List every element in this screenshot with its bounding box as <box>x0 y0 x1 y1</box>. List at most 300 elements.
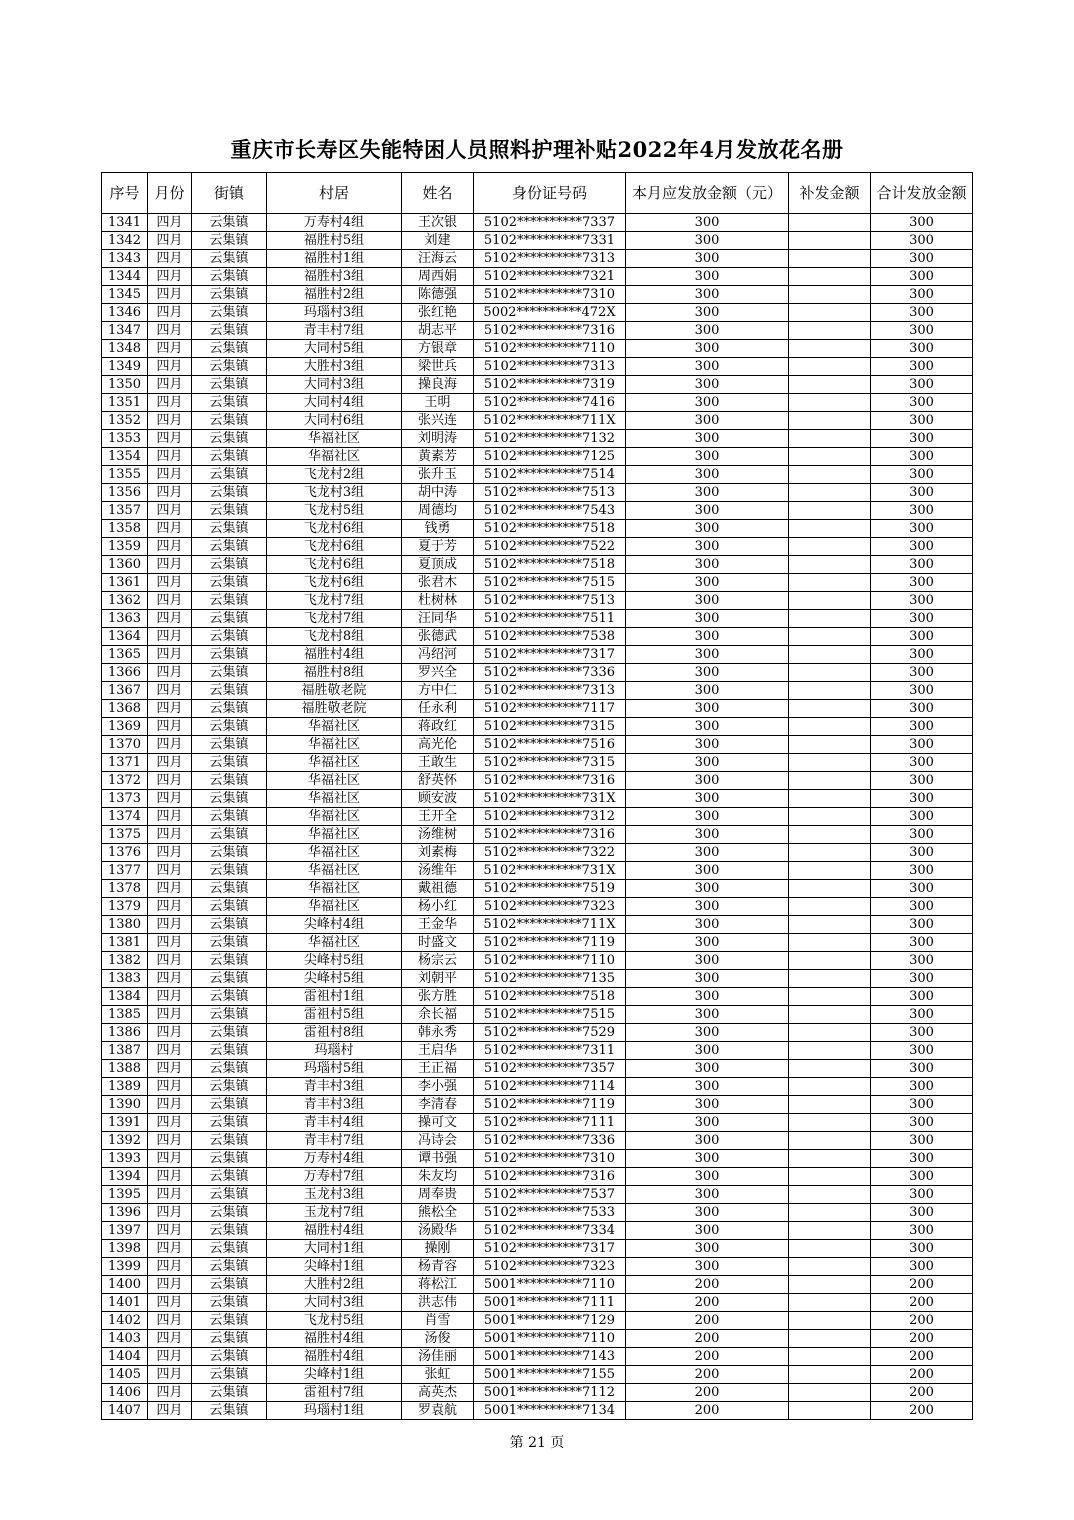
cell-seq: 1374 <box>102 808 148 826</box>
cell-name: 刘朝平 <box>402 970 474 988</box>
cell-month: 四月 <box>148 1132 192 1150</box>
cell-village: 福胜村2组 <box>267 286 402 304</box>
cell-back-pay <box>789 268 871 286</box>
cell-monthly-amount: 200 <box>626 1312 789 1330</box>
cell-total-amount: 300 <box>871 808 973 826</box>
cell-month: 四月 <box>148 1276 192 1294</box>
cell-town: 云集镇 <box>192 502 267 520</box>
cell-village: 大胜村2组 <box>267 1276 402 1294</box>
cell-monthly-amount: 300 <box>626 520 789 538</box>
cell-back-pay <box>789 718 871 736</box>
cell-town: 云集镇 <box>192 898 267 916</box>
cell-town: 云集镇 <box>192 358 267 376</box>
cell-town: 云集镇 <box>192 1240 267 1258</box>
cell-village: 飞龙村7组 <box>267 592 402 610</box>
cell-village: 玛瑙村5组 <box>267 1060 402 1078</box>
cell-back-pay <box>789 1168 871 1186</box>
cell-month: 四月 <box>148 1078 192 1096</box>
cell-month: 四月 <box>148 718 192 736</box>
cell-back-pay <box>789 412 871 430</box>
cell-id-number: 5002**********472X <box>474 304 626 322</box>
cell-seq: 1342 <box>102 232 148 250</box>
cell-id-number: 5102**********7331 <box>474 232 626 250</box>
cell-seq: 1365 <box>102 646 148 664</box>
table-row <box>102 862 973 880</box>
cell-town: 云集镇 <box>192 916 267 934</box>
cell-name: 王启华 <box>402 1042 474 1060</box>
cell-month: 四月 <box>148 736 192 754</box>
table-row <box>102 844 973 862</box>
cell-monthly-amount: 300 <box>626 1258 789 1276</box>
cell-village: 万寿村4组 <box>267 1150 402 1168</box>
cell-total-amount: 300 <box>871 646 973 664</box>
cell-monthly-amount: 300 <box>626 340 789 358</box>
cell-monthly-amount: 300 <box>626 1204 789 1222</box>
cell-total-amount: 200 <box>871 1276 973 1294</box>
cell-town: 云集镇 <box>192 1348 267 1366</box>
cell-total-amount: 300 <box>871 610 973 628</box>
cell-town: 云集镇 <box>192 826 267 844</box>
cell-seq: 1389 <box>102 1078 148 1096</box>
cell-village: 飞龙村6组 <box>267 556 402 574</box>
cell-id-number: 5102**********7119 <box>474 1096 626 1114</box>
cell-name: 杜树林 <box>402 592 474 610</box>
cell-month: 四月 <box>148 790 192 808</box>
cell-town: 云集镇 <box>192 268 267 286</box>
table-row <box>102 1096 973 1114</box>
cell-monthly-amount: 300 <box>626 412 789 430</box>
cell-town: 云集镇 <box>192 628 267 646</box>
cell-town: 云集镇 <box>192 988 267 1006</box>
cell-town: 云集镇 <box>192 1114 267 1132</box>
cell-town: 云集镇 <box>192 214 267 232</box>
cell-id-number: 5102**********7319 <box>474 376 626 394</box>
cell-monthly-amount: 300 <box>626 1168 789 1186</box>
cell-name: 张君木 <box>402 574 474 592</box>
cell-name: 蒋政红 <box>402 718 474 736</box>
cell-village: 大同村6组 <box>267 412 402 430</box>
cell-monthly-amount: 200 <box>626 1366 789 1384</box>
cell-id-number: 5102**********7322 <box>474 844 626 862</box>
cell-seq: 1407 <box>102 1402 148 1420</box>
cell-village: 华福社区 <box>267 862 402 880</box>
cell-seq: 1401 <box>102 1294 148 1312</box>
cell-id-number: 5102**********7537 <box>474 1186 626 1204</box>
cell-village: 福胜村3组 <box>267 268 402 286</box>
cell-town: 云集镇 <box>192 556 267 574</box>
cell-name: 王正福 <box>402 1060 474 1078</box>
cell-total-amount: 300 <box>871 862 973 880</box>
cell-town: 云集镇 <box>192 736 267 754</box>
cell-village: 大胜村3组 <box>267 358 402 376</box>
cell-id-number: 5102**********711X <box>474 916 626 934</box>
cell-monthly-amount: 200 <box>626 1330 789 1348</box>
cell-monthly-amount: 300 <box>626 250 789 268</box>
cell-back-pay <box>789 1402 871 1420</box>
cell-id-number: 5102**********7316 <box>474 826 626 844</box>
cell-month: 四月 <box>148 1186 192 1204</box>
cell-id-number: 5102**********7315 <box>474 754 626 772</box>
cell-village: 玛瑙村 <box>267 1042 402 1060</box>
cell-town: 云集镇 <box>192 700 267 718</box>
cell-month: 四月 <box>148 934 192 952</box>
cell-back-pay <box>789 1150 871 1168</box>
cell-name: 方银章 <box>402 340 474 358</box>
cell-village: 福胜村4组 <box>267 646 402 664</box>
cell-town: 云集镇 <box>192 232 267 250</box>
cell-village: 尖峰村1组 <box>267 1258 402 1276</box>
cell-monthly-amount: 300 <box>626 718 789 736</box>
cell-monthly-amount: 300 <box>626 646 789 664</box>
cell-town: 云集镇 <box>192 1294 267 1312</box>
cell-id-number: 5102**********711X <box>474 412 626 430</box>
cell-month: 四月 <box>148 862 192 880</box>
cell-back-pay <box>789 304 871 322</box>
cell-town: 云集镇 <box>192 1132 267 1150</box>
cell-id-number: 5102**********7132 <box>474 430 626 448</box>
cell-month: 四月 <box>148 502 192 520</box>
cell-total-amount: 300 <box>871 358 973 376</box>
cell-id-number: 5102**********7313 <box>474 682 626 700</box>
cell-back-pay <box>789 880 871 898</box>
cell-month: 四月 <box>148 772 192 790</box>
header-monthly-amount: 本月应发放金额（元） <box>626 173 789 214</box>
cell-id-number: 5102**********7533 <box>474 1204 626 1222</box>
cell-id-number: 5102**********7125 <box>474 448 626 466</box>
cell-seq: 1357 <box>102 502 148 520</box>
cell-total-amount: 300 <box>871 448 973 466</box>
cell-town: 云集镇 <box>192 754 267 772</box>
cell-id-number: 5102**********7119 <box>474 934 626 952</box>
cell-id-number: 5102**********7321 <box>474 268 626 286</box>
cell-month: 四月 <box>148 484 192 502</box>
cell-town: 云集镇 <box>192 394 267 412</box>
cell-month: 四月 <box>148 358 192 376</box>
cell-back-pay <box>789 466 871 484</box>
cell-total-amount: 300 <box>871 772 973 790</box>
cell-village: 大同村4组 <box>267 394 402 412</box>
cell-village: 大同村1组 <box>267 1240 402 1258</box>
cell-total-amount: 300 <box>871 592 973 610</box>
cell-month: 四月 <box>148 916 192 934</box>
cell-name: 张方胜 <box>402 988 474 1006</box>
cell-name: 陈德强 <box>402 286 474 304</box>
cell-back-pay <box>789 1006 871 1024</box>
cell-village: 华福社区 <box>267 754 402 772</box>
cell-name: 方中仁 <box>402 682 474 700</box>
cell-town: 云集镇 <box>192 1042 267 1060</box>
cell-seq: 1371 <box>102 754 148 772</box>
cell-seq: 1359 <box>102 538 148 556</box>
table-row <box>102 736 973 754</box>
cell-id-number: 5102**********7317 <box>474 646 626 664</box>
table-row <box>102 772 973 790</box>
cell-name: 顾安波 <box>402 790 474 808</box>
header-back-pay: 补发金额 <box>789 173 871 214</box>
cell-town: 云集镇 <box>192 1312 267 1330</box>
cell-seq: 1352 <box>102 412 148 430</box>
cell-back-pay <box>789 646 871 664</box>
cell-monthly-amount: 300 <box>626 628 789 646</box>
cell-seq: 1369 <box>102 718 148 736</box>
cell-village: 福胜敬老院 <box>267 700 402 718</box>
table-row <box>102 1258 973 1276</box>
table-row <box>102 232 973 250</box>
cell-name: 王金华 <box>402 916 474 934</box>
table-row <box>102 250 973 268</box>
cell-month: 四月 <box>148 682 192 700</box>
table-row <box>102 1132 973 1150</box>
cell-monthly-amount: 200 <box>626 1402 789 1420</box>
cell-town: 云集镇 <box>192 934 267 952</box>
cell-month: 四月 <box>148 250 192 268</box>
cell-month: 四月 <box>148 880 192 898</box>
cell-total-amount: 200 <box>871 1402 973 1420</box>
cell-id-number: 5001**********7112 <box>474 1384 626 1402</box>
cell-town: 云集镇 <box>192 574 267 592</box>
cell-total-amount: 200 <box>871 1330 973 1348</box>
cell-name: 周德均 <box>402 502 474 520</box>
cell-back-pay <box>789 988 871 1006</box>
cell-village: 福胜村5组 <box>267 232 402 250</box>
cell-total-amount: 300 <box>871 1006 973 1024</box>
table-row <box>102 358 973 376</box>
cell-town: 云集镇 <box>192 466 267 484</box>
cell-seq: 1366 <box>102 664 148 682</box>
cell-id-number: 5102**********7313 <box>474 358 626 376</box>
cell-seq: 1368 <box>102 700 148 718</box>
cell-monthly-amount: 200 <box>626 1294 789 1312</box>
cell-total-amount: 300 <box>871 466 973 484</box>
cell-monthly-amount: 300 <box>626 700 789 718</box>
cell-seq: 1358 <box>102 520 148 538</box>
cell-name: 杨宗云 <box>402 952 474 970</box>
cell-total-amount: 300 <box>871 1222 973 1240</box>
cell-seq: 1360 <box>102 556 148 574</box>
table-row <box>102 1402 973 1420</box>
cell-name: 蒋松江 <box>402 1276 474 1294</box>
cell-name: 王次银 <box>402 214 474 232</box>
cell-total-amount: 300 <box>871 574 973 592</box>
cell-month: 四月 <box>148 1258 192 1276</box>
cell-month: 四月 <box>148 592 192 610</box>
table-row <box>102 1078 973 1096</box>
cell-total-amount: 300 <box>871 1060 973 1078</box>
table-row <box>102 646 973 664</box>
cell-seq: 1393 <box>102 1150 148 1168</box>
cell-month: 四月 <box>148 520 192 538</box>
cell-village: 飞龙村5组 <box>267 502 402 520</box>
cell-seq: 1384 <box>102 988 148 1006</box>
cell-id-number: 5102**********7529 <box>474 1024 626 1042</box>
cell-monthly-amount: 300 <box>626 1240 789 1258</box>
cell-id-number: 5001**********7110 <box>474 1330 626 1348</box>
cell-total-amount: 300 <box>871 952 973 970</box>
cell-seq: 1346 <box>102 304 148 322</box>
cell-id-number: 5102**********7515 <box>474 1006 626 1024</box>
cell-id-number: 5001**********7129 <box>474 1312 626 1330</box>
cell-name: 刘建 <box>402 232 474 250</box>
cell-id-number: 5102**********7336 <box>474 1132 626 1150</box>
cell-total-amount: 300 <box>871 628 973 646</box>
cell-seq: 1400 <box>102 1276 148 1294</box>
table-row <box>102 934 973 952</box>
cell-total-amount: 300 <box>871 898 973 916</box>
cell-back-pay <box>789 790 871 808</box>
table-row <box>102 898 973 916</box>
cell-village: 雷祖村1组 <box>267 988 402 1006</box>
cell-seq: 1356 <box>102 484 148 502</box>
cell-back-pay <box>789 1294 871 1312</box>
cell-town: 云集镇 <box>192 1276 267 1294</box>
cell-total-amount: 300 <box>871 826 973 844</box>
cell-total-amount: 300 <box>871 250 973 268</box>
cell-town: 云集镇 <box>192 970 267 988</box>
cell-back-pay <box>789 862 871 880</box>
cell-id-number: 5102**********7316 <box>474 1168 626 1186</box>
cell-town: 云集镇 <box>192 322 267 340</box>
cell-month: 四月 <box>148 700 192 718</box>
cell-monthly-amount: 300 <box>626 484 789 502</box>
table-row <box>102 1042 973 1060</box>
cell-seq: 1353 <box>102 430 148 448</box>
cell-name: 钱勇 <box>402 520 474 538</box>
cell-total-amount: 300 <box>871 286 973 304</box>
cell-back-pay <box>789 1042 871 1060</box>
cell-month: 四月 <box>148 304 192 322</box>
cell-town: 云集镇 <box>192 790 267 808</box>
cell-monthly-amount: 300 <box>626 988 789 1006</box>
cell-name: 胡中涛 <box>402 484 474 502</box>
cell-village: 青丰村3组 <box>267 1078 402 1096</box>
table-row <box>102 304 973 322</box>
cell-name: 汪海云 <box>402 250 474 268</box>
table-row <box>102 376 973 394</box>
cell-id-number: 5102**********7336 <box>474 664 626 682</box>
cell-town: 云集镇 <box>192 1150 267 1168</box>
cell-month: 四月 <box>148 286 192 304</box>
cell-name: 操刚 <box>402 1240 474 1258</box>
table-row <box>102 1276 973 1294</box>
cell-town: 云集镇 <box>192 1078 267 1096</box>
cell-back-pay <box>789 448 871 466</box>
cell-back-pay <box>789 538 871 556</box>
cell-month: 四月 <box>148 646 192 664</box>
cell-name: 高光伦 <box>402 736 474 754</box>
cell-name: 刘明涛 <box>402 430 474 448</box>
cell-total-amount: 300 <box>871 970 973 988</box>
cell-month: 四月 <box>148 268 192 286</box>
cell-seq: 1348 <box>102 340 148 358</box>
cell-month: 四月 <box>148 1240 192 1258</box>
cell-village: 华福社区 <box>267 718 402 736</box>
cell-monthly-amount: 300 <box>626 574 789 592</box>
cell-id-number: 5102**********7117 <box>474 700 626 718</box>
cell-village: 大同村3组 <box>267 1294 402 1312</box>
cell-name: 杨青容 <box>402 1258 474 1276</box>
cell-id-number: 5102**********7114 <box>474 1078 626 1096</box>
cell-town: 云集镇 <box>192 844 267 862</box>
cell-id-number: 5102**********7337 <box>474 214 626 232</box>
cell-seq: 1367 <box>102 682 148 700</box>
table-row <box>102 412 973 430</box>
cell-month: 四月 <box>148 988 192 1006</box>
cell-town: 云集镇 <box>192 1060 267 1078</box>
cell-name: 王开全 <box>402 808 474 826</box>
table-row <box>102 754 973 772</box>
cell-back-pay <box>789 592 871 610</box>
cell-town: 云集镇 <box>192 304 267 322</box>
cell-town: 云集镇 <box>192 1258 267 1276</box>
cell-month: 四月 <box>148 844 192 862</box>
table-row <box>102 718 973 736</box>
cell-village: 飞龙村6组 <box>267 538 402 556</box>
cell-back-pay <box>789 1240 871 1258</box>
cell-town: 云集镇 <box>192 1384 267 1402</box>
cell-month: 四月 <box>148 1114 192 1132</box>
cell-town: 云集镇 <box>192 484 267 502</box>
table-row <box>102 1222 973 1240</box>
cell-id-number: 5001**********7143 <box>474 1348 626 1366</box>
cell-month: 四月 <box>148 808 192 826</box>
roster-table <box>101 172 973 1420</box>
cell-back-pay <box>789 772 871 790</box>
cell-total-amount: 300 <box>871 664 973 682</box>
cell-seq: 1349 <box>102 358 148 376</box>
cell-town: 云集镇 <box>192 646 267 664</box>
cell-name: 李清春 <box>402 1096 474 1114</box>
cell-town: 云集镇 <box>192 1096 267 1114</box>
cell-seq: 1362 <box>102 592 148 610</box>
cell-village: 华福社区 <box>267 898 402 916</box>
cell-monthly-amount: 300 <box>626 736 789 754</box>
cell-village: 雷祖村8组 <box>267 1024 402 1042</box>
cell-village: 尖峰村5组 <box>267 970 402 988</box>
table-row <box>102 1204 973 1222</box>
cell-id-number: 5102**********7111 <box>474 1114 626 1132</box>
cell-monthly-amount: 300 <box>626 916 789 934</box>
cell-village: 万寿村4组 <box>267 214 402 232</box>
cell-seq: 1361 <box>102 574 148 592</box>
cell-back-pay <box>789 808 871 826</box>
cell-total-amount: 300 <box>871 1132 973 1150</box>
cell-total-amount: 300 <box>871 268 973 286</box>
cell-name: 冯诗会 <box>402 1132 474 1150</box>
cell-month: 四月 <box>148 322 192 340</box>
cell-monthly-amount: 200 <box>626 1276 789 1294</box>
cell-month: 四月 <box>148 1096 192 1114</box>
cell-back-pay <box>789 1096 871 1114</box>
cell-village: 华福社区 <box>267 448 402 466</box>
header-name: 姓名 <box>402 173 474 214</box>
cell-id-number: 5102**********7518 <box>474 988 626 1006</box>
cell-back-pay <box>789 340 871 358</box>
cell-monthly-amount: 300 <box>626 934 789 952</box>
cell-monthly-amount: 300 <box>626 430 789 448</box>
cell-seq: 1341 <box>102 214 148 232</box>
cell-village: 玛瑙村3组 <box>267 304 402 322</box>
cell-village: 华福社区 <box>267 934 402 952</box>
cell-village: 福胜村4组 <box>267 1348 402 1366</box>
cell-town: 云集镇 <box>192 1024 267 1042</box>
cell-id-number: 5001**********7110 <box>474 1276 626 1294</box>
cell-month: 四月 <box>148 1042 192 1060</box>
cell-back-pay <box>789 970 871 988</box>
cell-town: 云集镇 <box>192 1366 267 1384</box>
table-row <box>102 700 973 718</box>
cell-monthly-amount: 300 <box>626 232 789 250</box>
cell-seq: 1343 <box>102 250 148 268</box>
